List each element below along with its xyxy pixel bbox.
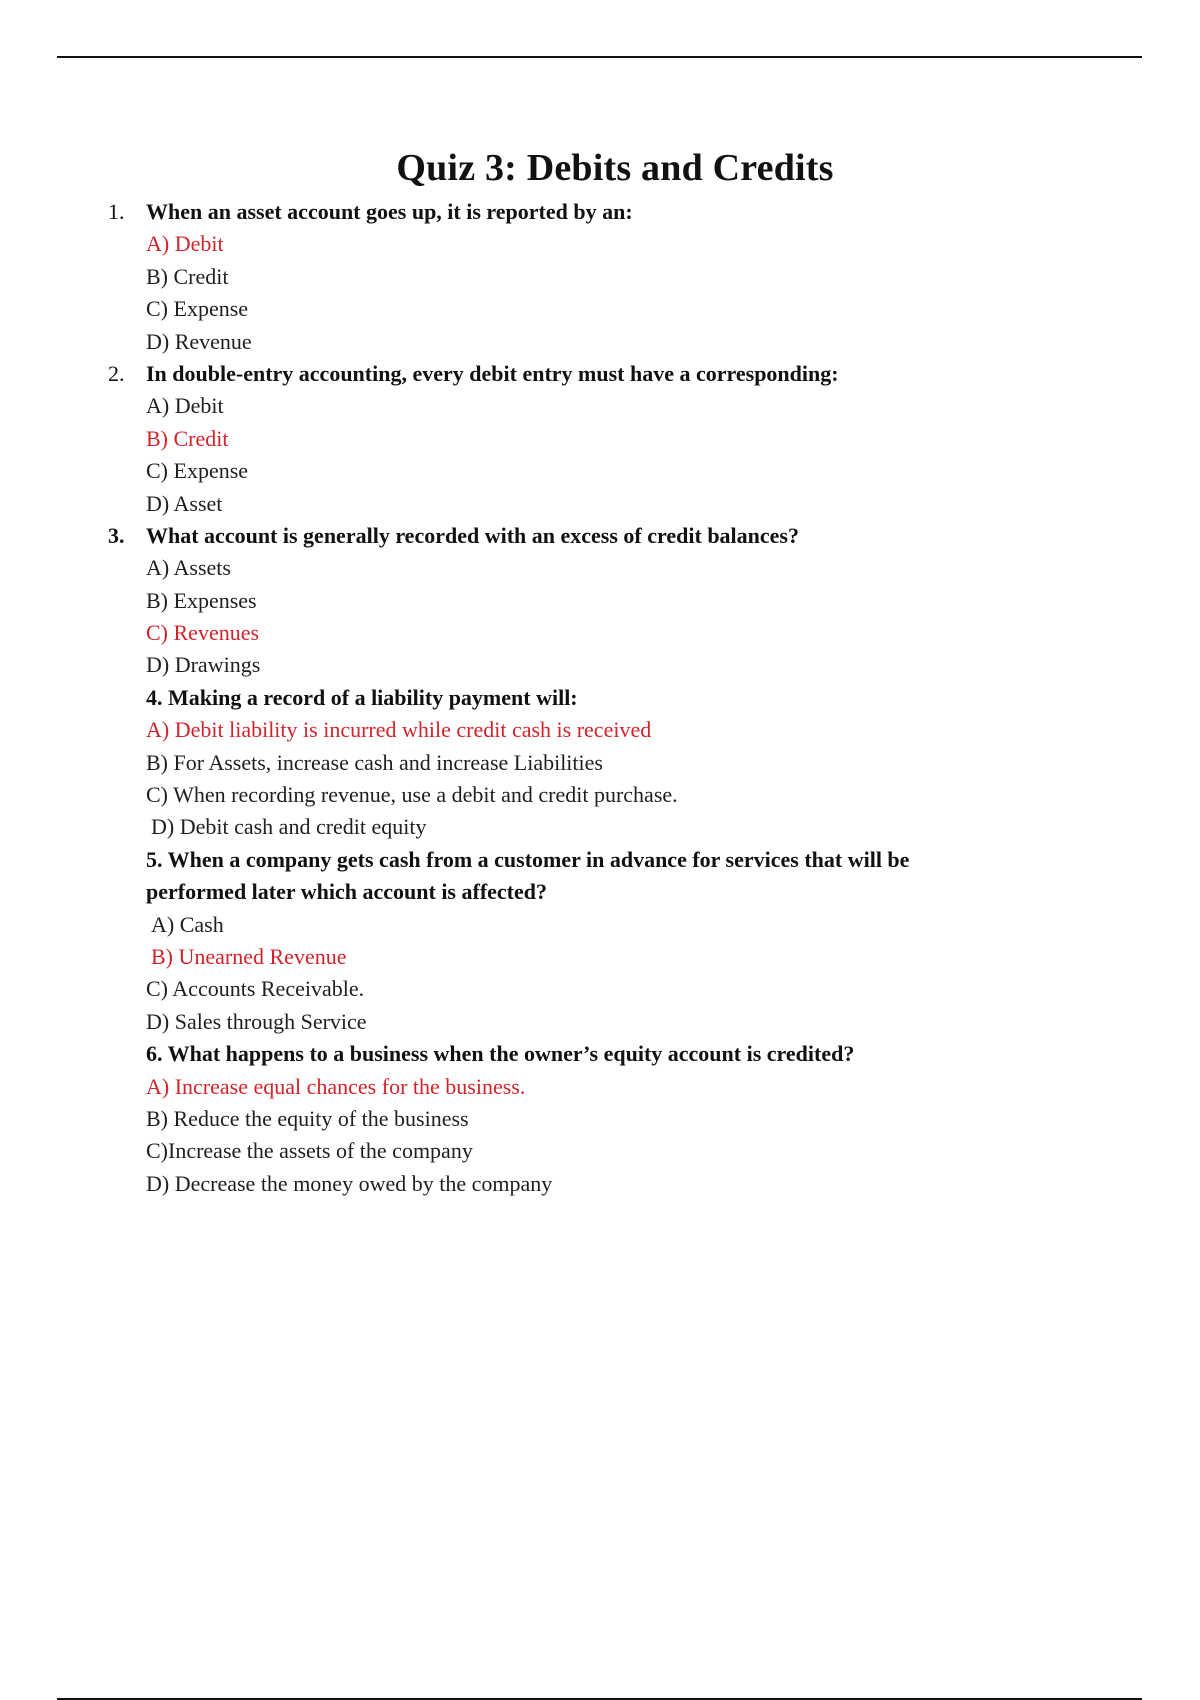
answer-option: B) Reduce the equity of the business — [146, 1105, 469, 1131]
question-text: performed later which account is affected? — [146, 879, 547, 905]
question-number: 6. — [146, 1041, 163, 1067]
question-text: Making a record of a liability payment will: — [168, 684, 578, 710]
question-text-with-number — [146, 844, 909, 876]
answer-option: D) Decrease the money owed by the company — [146, 1170, 553, 1196]
question-text: What happens to a business when the owner’s equity account is credited? — [167, 1041, 855, 1067]
question-1 — [0, 196, 1200, 228]
question-5-continued — [0, 876, 1200, 908]
answer-option-correct: B) Credit — [146, 425, 229, 451]
question-number: 3. — [108, 522, 125, 548]
question-number: 4. — [146, 684, 163, 710]
answer-option: C) When recording revenue, use a debit and credit purchase. — [146, 782, 678, 808]
page-title: Quiz 3: Debits and Credits — [396, 147, 834, 189]
answer-option: B) For Assets, increase cash and increase Liabilities — [146, 749, 603, 775]
answer-option-correct: A) Increase equal chances for the business. — [146, 1073, 526, 1099]
answer-option: C) Expense — [146, 296, 249, 322]
question-number: 5. — [146, 846, 163, 872]
answer-option: A) Assets — [146, 555, 231, 581]
quiz-body — [0, 196, 1200, 1200]
question-text-with-number — [146, 682, 578, 714]
answer-option: C)Increase the assets of the company — [146, 1138, 473, 1164]
question-3 — [0, 520, 1200, 552]
answer-option-correct: B) Unearned Revenue — [151, 943, 347, 969]
answer-option: D) Debit cash and credit equity — [151, 814, 427, 840]
answer-option: C) Expense — [146, 458, 249, 484]
answer-option-correct: C) Revenues — [146, 620, 260, 646]
answer-option: B) Credit — [146, 263, 229, 289]
question-number: 2. — [108, 360, 125, 386]
answer-option: D) Drawings — [146, 652, 261, 678]
answer-option: D) Asset — [146, 490, 223, 516]
answer-option: A) Debit — [146, 393, 224, 419]
question-text: When an asset account goes up, it is reported by an: — [146, 199, 633, 224]
answer-option: C) Accounts Receivable. — [146, 976, 365, 1002]
question-4 — [0, 682, 1200, 714]
answer-option-correct: A) Debit liability is incurred while credit cash is received — [146, 717, 652, 743]
question-text: When a company gets cash from a customer in advance for services that will be — [167, 846, 910, 872]
question-text-with-number — [146, 1038, 854, 1070]
answer-option: D) Sales through Service — [146, 1008, 367, 1034]
question-5 — [0, 844, 1200, 876]
answer-option: D) Revenue — [146, 328, 252, 354]
answer-option: A) Cash — [151, 911, 224, 937]
question-text: What account is generally recorded with an excess of credit balances? — [146, 522, 799, 548]
answer-option: B) Expenses — [146, 587, 257, 613]
question-number: 1. — [108, 199, 125, 224]
answer-option-correct: A) Debit — [146, 231, 224, 257]
question-text: In double-entry accounting, every debit entry must have a corresponding: — [146, 360, 839, 386]
question-6 — [0, 1038, 1200, 1070]
top-rule — [57, 56, 1142, 58]
question-2 — [0, 358, 1200, 390]
